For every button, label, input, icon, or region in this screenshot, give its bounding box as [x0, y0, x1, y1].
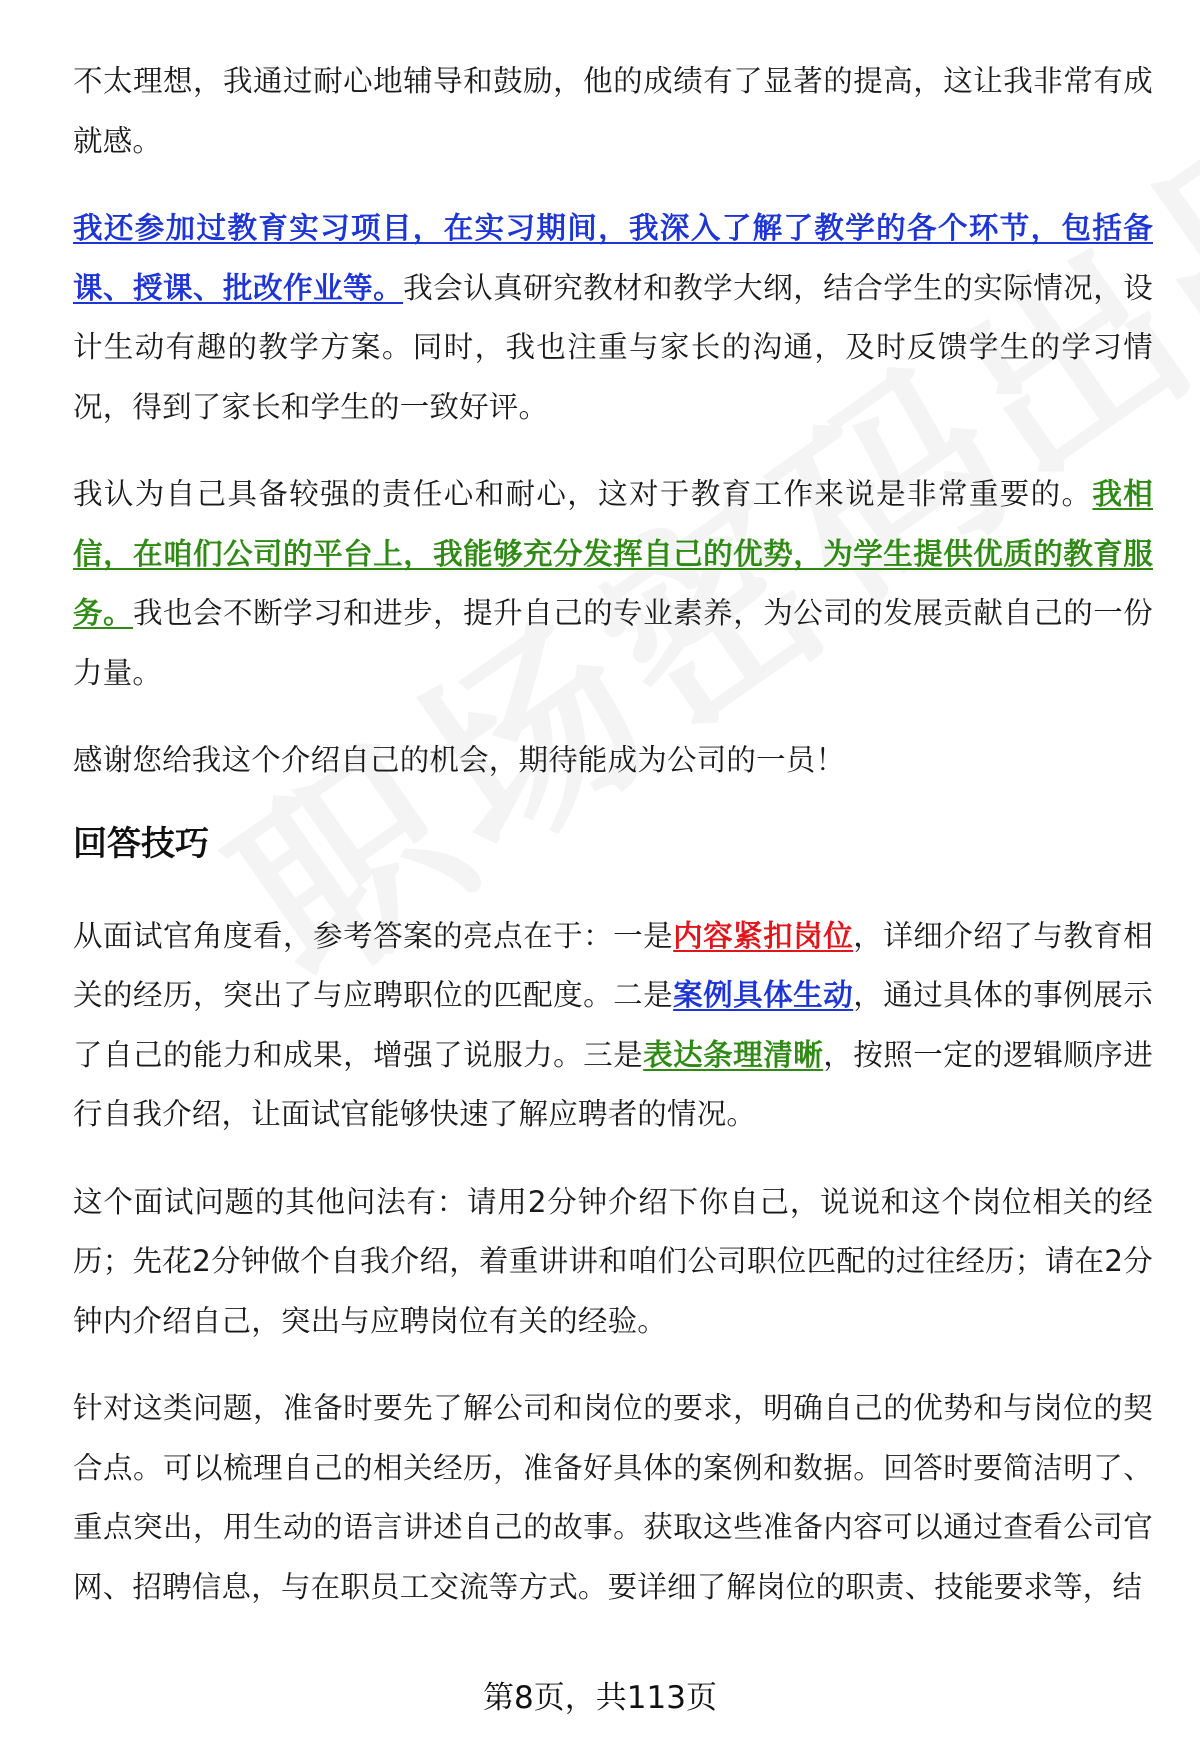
document-body [73, 52, 1153, 1645]
paragraph-text: 我也会不断学习和进步，提升自己的专业素养，为公司的发展贡献自己的一份力量。 [73, 596, 1153, 690]
paragraph [73, 907, 1153, 1145]
paragraph [73, 1379, 1153, 1617]
paragraph-text: 不太理想，我通过耐心地辅导和鼓励，他的成绩有了显著的提高，这让我非常有成就感。 [73, 64, 1153, 158]
paragraph-text: ，通过具体的事例展示了自己的能力和成果，增强了说服力。三是 [73, 978, 1153, 1072]
paragraph-text: 感谢您给我这个介绍自己的机会，期待能成为公司的一员！ [73, 743, 846, 777]
paragraph-text: 这个面试问题的其他问法有：请用2分钟介绍下你自己，说说和这个岗位相关的经历；先花2分钟做个自我介绍，着重讲讲和咱们公司职位匹配的过往经历；请在2分钟内介绍自己，突出与应聘岗位有关的经验。 [73, 1184, 1153, 1338]
paragraph-text: ，按照一定的逻辑顺序进行自我介绍，让面试官能够快速了解应聘者的情况。 [73, 1037, 1153, 1131]
section-heading: 回答技巧 [73, 823, 209, 864]
paragraph-text: 我认为自己具备较强的责任心和耐心，这对于教育工作来说是非常重要的。 [73, 477, 1093, 511]
tips-paragraphs [73, 907, 1153, 1618]
paragraph-text: 我会认真研究教材和教学大纲，结合学生的实际情况，设计生动有趣的教学方案。同时，我也注重与家长的沟通，及时反馈学生的学习情况，得到了家长和学生的一致好评。 [73, 270, 1153, 424]
page-number-footer: 第8页，共113页 [483, 1680, 717, 1716]
paragraph [73, 465, 1153, 703]
highlighted-text: 案例具体生动 [673, 978, 854, 1012]
paragraph-text: 从面试官角度看，参考答案的亮点在于：一是 [73, 918, 674, 953]
paragraph [73, 1173, 1153, 1352]
highlighted-text: 我还参加过教育实习项目，在实习期间，我深入了解了教学的各个环节，包括备课、授课、批改作业等。 [73, 211, 1153, 305]
paragraph [73, 199, 1153, 437]
answer-paragraphs [73, 52, 1153, 791]
highlighted-text: 内容紧扣岗位 [673, 918, 854, 953]
highlighted-text: 我相信，在咱们公司的平台上，我能够充分发挥自己的优势，为学生提供优质的教育服务。 [73, 477, 1153, 630]
paragraph-text: ，详细介绍了与教育相关的经历，突出了与应聘职位的匹配度。二是 [73, 918, 1153, 1012]
highlighted-text: 表达条理清晰 [643, 1037, 824, 1072]
paragraph [73, 52, 1153, 171]
paragraph [73, 731, 1153, 791]
paragraph-text: 针对这类问题，准备时要先了解公司和岗位的要求，明确自己的优势和与岗位的契合点。可以梳理自己的相关经历，准备好具体的案例和数据。回答时要简洁明了、重点突出，用生动的语言讲述自己的故事。获取这些准备内容可以通过查看公司官网、招聘信息，与在职员工交流等方式。要详细了解岗位的职责、技能要求等，结 [73, 1391, 1153, 1604]
